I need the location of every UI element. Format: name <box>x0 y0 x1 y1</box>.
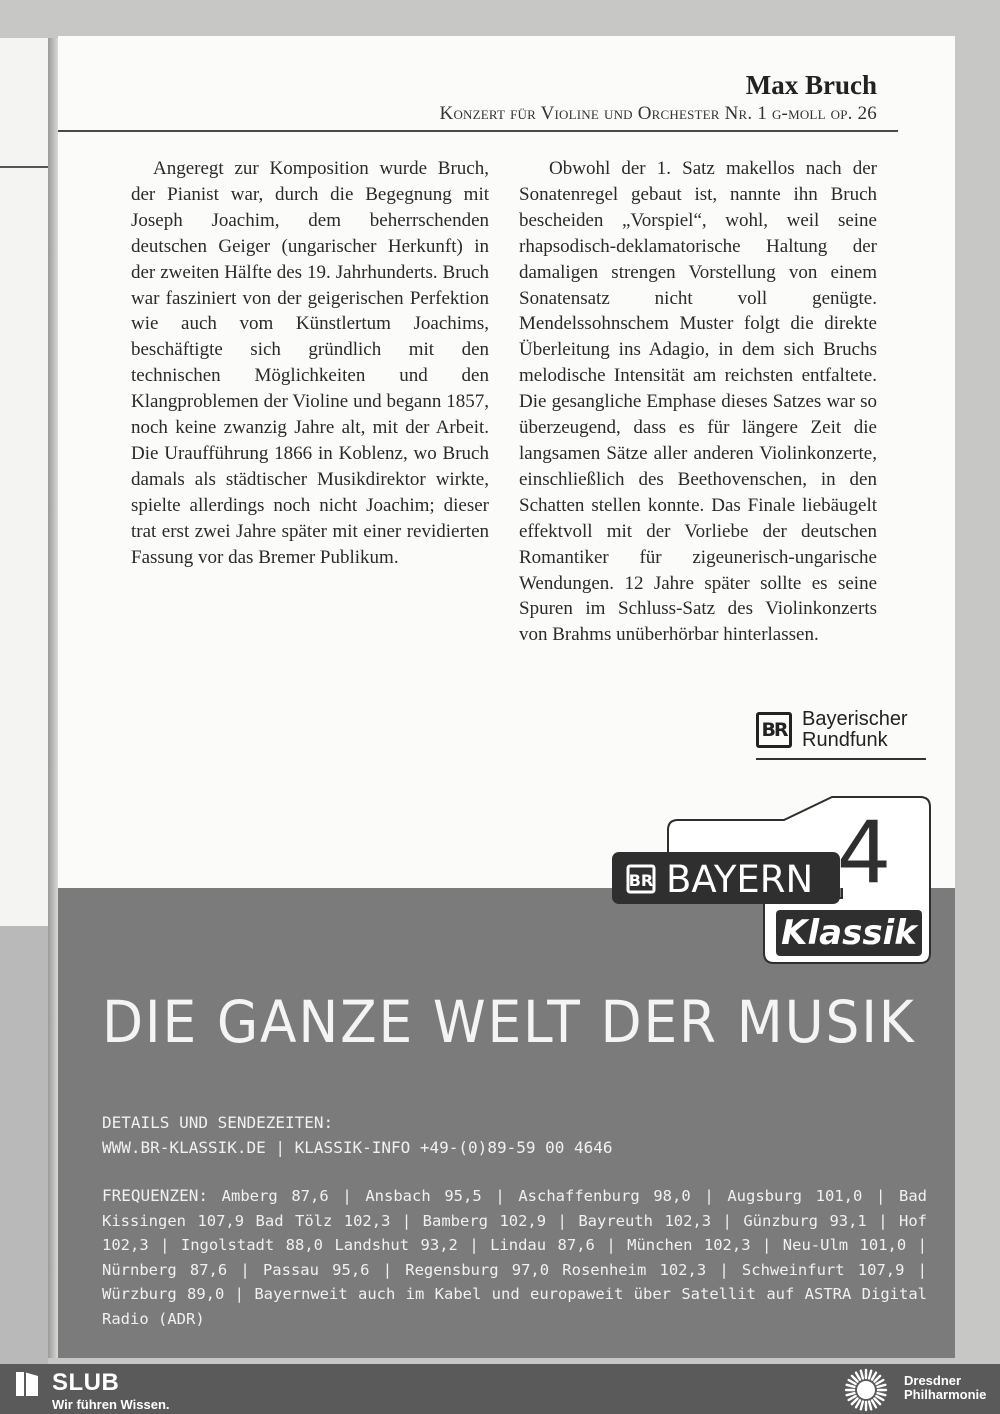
library-footer-bar <box>0 1364 1000 1414</box>
frequency-label: FREQUENZEN: <box>102 1186 208 1205</box>
ad-details <box>102 1111 613 1160</box>
details-label: DETAILS UND SENDEZEITEN: <box>102 1113 334 1132</box>
details-contact: WWW.BR-KLASSIK.DE | KLASSIK-INFO +49-(0)89-59 00 4646 <box>102 1137 613 1157</box>
br-logo-icon: BR <box>756 712 792 748</box>
sun-ray <box>869 1371 871 1379</box>
left-page-grey-block <box>0 926 48 1396</box>
article-paragraph-2: Obwohl der 1. Satz makellos nach der Sonatenregel gebaut ist, nannte ihn Bruch bescheiden „Vorspiel“, wohl, weil seine rhapsodisch-deklamatorische Haltung der damaligen strengen Vorstellung von einem Sonatensatz nicht voll genügte. Mendelssohnschem Muster folgt die direkte Überleitung ins Adagio, in dem sich Bruchs melodische Intensität am reichsten entfaltete. Die gesangliche Emphase dieses Satzes war so überzeugend, dass es für längere Zeit die langsamen Sätze aller anderen Violinkonzerte, einschließlich des Beethovenschen, in den Schatten stellen konnte. Das Finale liebäugelt effektvoll mit der Vorliebe der deutschen Romantiker für zigeunerisch-ungarische Wendungen. 12 Jahre später sollte es seine Spuren im Schluss-Satz des Violinkonzerts von Brahms unüberhörbar hinterlassen. <box>519 158 877 646</box>
klassik-text: Klassik <box>781 913 917 953</box>
br-name-line-1: Bayerischer <box>802 708 908 730</box>
sun-ray <box>847 1385 855 1387</box>
document-page <box>58 36 955 1358</box>
partner-name-line-1: Dresdner <box>904 1373 962 1388</box>
sun-ray <box>847 1393 855 1395</box>
sun-ray <box>876 1396 883 1400</box>
composer-name: Max Bruch <box>745 70 877 100</box>
sun-ray <box>861 1402 863 1410</box>
sun-ray <box>852 1398 858 1404</box>
bayern4-klassik-logo <box>608 792 938 967</box>
work-title: Konzert für Violine und Orchester Nr. 1 g-moll op. 26 <box>439 103 877 124</box>
partner-logo-text <box>904 1374 986 1402</box>
sun-ray <box>849 1396 856 1400</box>
left-page-rule <box>0 166 48 168</box>
sun-ray <box>869 1402 871 1410</box>
br-logo-text <box>802 709 908 751</box>
frequency-text: Amberg 87,6 | Ansbach 95,5 | Aschaffenburg 98,0 | Augsburg 101,0 | Bad Kissingen 107,9 Bad Tölz 102,3 | Bamberg 102,9 | Bayreuth 102,3 | Günzburg 93,1 | Hof 102,3 | Ingolstadt 88,0 Landshut 93,2 | Lindau 87,6 | München 102,3 | Neu-Ulm 101,0 | Nürnberg 87,6 | Passau 95,6 | Regensburg 97,0 Rosenheim 102,3 | Schweinfurt 107,9 | Würzburg 89,0 | Bayernweit auch im Kabel und europaweit über Satellit auf ASTRA Digital Radio (ADR) <box>102 1187 927 1328</box>
article-paragraph-1: Angeregt zur Komposition wurde Bruch, der Pianist war, durch die Begegnung mit Joseph Joachim, dem beherrschenden deutschen Geiger (ungarischer Herkunft) in der zweiten Hälfte des 19. Jahrhunderts. Bruch war fasziniert von der geigerischen Perfektion wie auch vom Künstlertum Joachims, beschäftigte sich gründlich mit den technischen Möglichkeiten und den Klangproblemen der Violine und begann 1857, noch keine zwanzig Jahre alt, mit der Arbeit. Die Uraufführung 1866 in Koblenz, wo Bruch damals als städtischer Musikdirektor wirkte, spielte allerdings noch nicht Joachim; dieser trat erst zwei Jahre später mit einer revidierten Fassung vor das Bremer Publikum. <box>131 158 489 568</box>
frequency-list <box>102 1184 927 1331</box>
br-icon-letters: BR <box>628 871 654 890</box>
slub-logo-text: SLUB <box>52 1369 120 1396</box>
sun-ray <box>856 1373 860 1380</box>
dresdner-philharmonie-sun-icon <box>844 1368 888 1412</box>
sun-ray <box>861 1371 863 1379</box>
bayerischer-rundfunk-logo <box>756 708 936 756</box>
book-gutter <box>48 38 58 1358</box>
ad-slogan: DIE GANZE WELT DER MUSIK <box>102 988 916 1056</box>
sun-ray <box>874 1376 880 1382</box>
left-facing-page <box>0 38 49 1358</box>
sun-ray <box>876 1380 883 1384</box>
sun-ray <box>872 1400 876 1407</box>
slub-book-icon <box>14 1370 40 1398</box>
sun-ray <box>874 1398 880 1404</box>
bayern-station-text: BAYERN <box>666 858 814 901</box>
sun-ray <box>878 1393 886 1395</box>
sun-ray <box>856 1400 860 1407</box>
header-rule <box>58 130 898 132</box>
slub-tagline: Wir führen Wissen. <box>52 1397 170 1412</box>
article-column-1 <box>131 156 489 571</box>
sun-ray <box>852 1376 858 1382</box>
sun-ray <box>849 1380 856 1384</box>
sun-ray <box>878 1385 886 1387</box>
br-name-line-2: Rundfunk <box>802 729 888 751</box>
br-logo-rule <box>756 758 926 760</box>
sun-ray <box>872 1373 876 1380</box>
article-column-2 <box>519 156 877 674</box>
station-number-4: 4 <box>836 803 892 903</box>
partner-name-line-2: Philharmonie <box>904 1387 987 1402</box>
